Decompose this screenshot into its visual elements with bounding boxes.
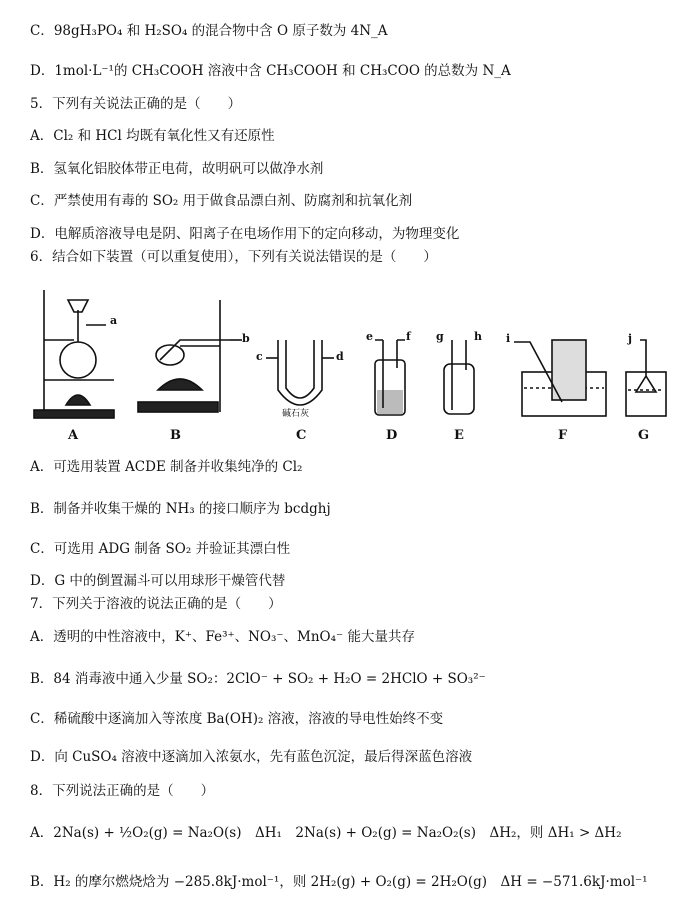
- label-d: D: [386, 428, 398, 443]
- q7-option-d: D．向 CuSO₄ 溶液中逐滴加入浓氨水，先有蓝色沉淀，最后得深蓝色溶液: [30, 749, 473, 765]
- label-c: C: [296, 428, 307, 443]
- q5-stem: 5．下列有关说法正确的是（ ）: [30, 96, 242, 112]
- port-c: c: [256, 350, 263, 363]
- q6-option-d: D．G 中的倒置漏斗可以用球形干燥管代替: [30, 573, 286, 589]
- q4-option-d: D．1mol·L⁻¹的 CH₃COOH 溶液中含 CH₃COOH 和 CH₃COO 的总数为 N_A: [30, 63, 511, 79]
- label-e: E: [454, 428, 464, 443]
- q7-option-c: C．稀硫酸中逐滴加入等浓度 Ba(OH)₂ 溶液，溶液的导电性始终不变: [30, 711, 444, 727]
- port-j: j: [628, 332, 632, 345]
- port-a: a: [110, 314, 118, 327]
- port-d: d: [336, 350, 344, 363]
- q6-option-c: C．可选用 ADG 制备 SO₂ 并验证其漂白性: [30, 541, 291, 557]
- port-h: h: [474, 330, 482, 343]
- q6-option-a: A．可选用装置 ACDE 制备并收集纯净的 Cl₂: [30, 459, 303, 475]
- q8-stem: 8．下列说法正确的是（ ）: [30, 783, 215, 799]
- q6-stem: 6．结合如下装置（可以重复使用），下列有关说法错误的是（ ）: [30, 249, 437, 265]
- label-g: G: [638, 428, 650, 443]
- q6-option-b: B．制备并收集干燥的 NH₃ 的接口顺序为 bcdghj: [30, 501, 331, 517]
- apparatus-drawing: [30, 280, 670, 450]
- q5-option-d: D．电解质溶液导电是阴、阳离子在电场作用下的定向移动，为物理变化: [30, 226, 460, 242]
- q5-option-b: B．氢氧化铝胶体带正电荷，故明矾可以做净水剂: [30, 161, 324, 177]
- c-note: 碱石灰: [282, 409, 310, 419]
- label-b: B: [170, 428, 181, 443]
- apparatus-figure: [30, 280, 670, 450]
- q5-option-c: C．严禁使用有毒的 SO₂ 用于做食品漂白剂、防腐剂和抗氧化剂: [30, 193, 413, 209]
- port-e: e: [366, 330, 373, 343]
- port-i: i: [506, 332, 511, 345]
- q7-stem: 7．下列关于溶液的说法正确的是（ ）: [30, 596, 282, 612]
- q4-option-c: C．98gH₃PO₄ 和 H₂SO₄ 的混合物中含 O 原子数为 4N_A: [30, 23, 388, 39]
- port-f: f: [406, 330, 411, 343]
- q8-option-a: A．2Na(s) + ½O₂(g) = Na₂O(s) ΔH₁ 2Na(s) + O₂(g) = Na₂O₂(s) ΔH₂，则 ΔH₁ > ΔH₂: [30, 825, 622, 841]
- q7-option-a: A．透明的中性溶液中，K⁺、Fe³⁺、NO₃⁻、MnO₄⁻ 能大量共存: [30, 629, 415, 645]
- label-f: F: [558, 428, 568, 443]
- port-g: g: [436, 330, 444, 343]
- label-a: A: [68, 428, 79, 443]
- q8-option-b: B．H₂ 的摩尔燃烧焓为 −285.8kJ·mol⁻¹，则 2H₂(g) + O₂(g) = 2H₂O(g) ΔH = −571.6kJ·mol⁻¹: [30, 874, 648, 890]
- port-b: b: [242, 332, 250, 345]
- q5-option-a: A．Cl₂ 和 HCl 均既有氧化性又有还原性: [30, 128, 275, 144]
- q7-option-b: B．84 消毒液中通入少量 SO₂：2ClO⁻ + SO₂ + H₂O = 2HClO + SO₃²⁻: [30, 671, 486, 687]
